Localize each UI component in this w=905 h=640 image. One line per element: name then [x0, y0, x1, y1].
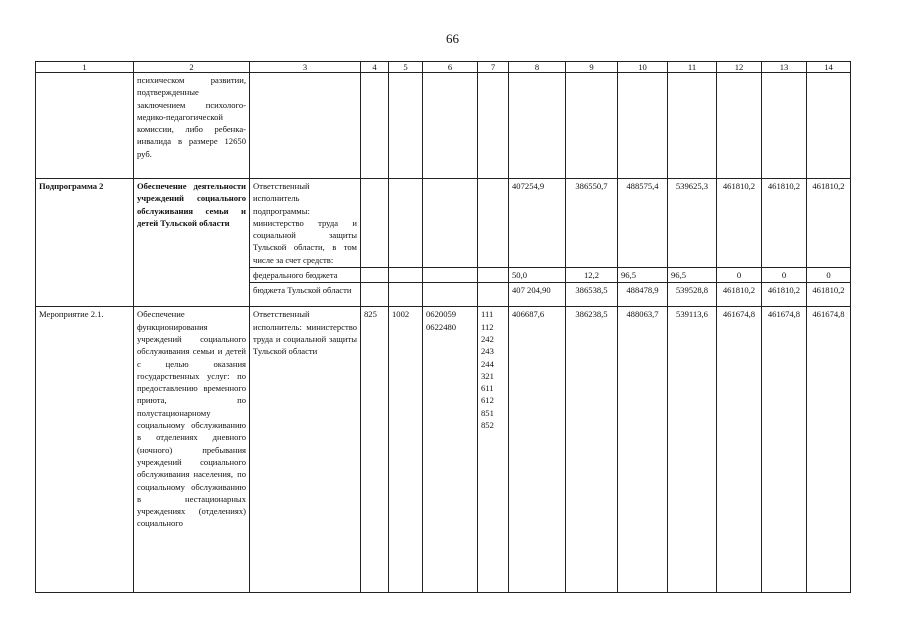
federal-label: федерального бюджета — [250, 268, 361, 283]
continuation-row — [36, 73, 851, 179]
value-cell: 12,2 — [566, 268, 618, 283]
value-cell: 407 204,90 — [509, 283, 566, 307]
table-cell — [618, 73, 668, 179]
table-cell — [423, 179, 478, 268]
value-cell: 0 — [717, 268, 762, 283]
measure-code: 1002 — [389, 307, 423, 593]
header-cell: 8 — [509, 62, 566, 73]
header-cell: 10 — [618, 62, 668, 73]
measure-label: Мероприятие 2.1. — [36, 307, 134, 593]
header-cell: 9 — [566, 62, 618, 73]
value-cell: 386238,5 — [566, 307, 618, 593]
value-cell: 0 — [762, 268, 807, 283]
measure-code: 825 — [361, 307, 389, 593]
code-item: 0620059 — [426, 309, 457, 320]
table-cell — [762, 73, 807, 179]
header-cell: 12 — [717, 62, 762, 73]
subprogram-row — [36, 179, 851, 268]
header-cell: 1 — [36, 62, 134, 73]
table-cell — [36, 73, 134, 179]
table-cell — [478, 73, 509, 179]
table-cell — [389, 73, 423, 179]
value-cell: 461810,2 — [717, 283, 762, 307]
value-cell: 461810,2 — [762, 179, 807, 268]
continuation-text: психическом развитии, подтвержденные заключением психолого-медико-педагогической комиссии, либо ребенка-инвалида в размере 12650 руб. — [134, 73, 250, 179]
table-cell — [389, 283, 423, 307]
value-cell: 461810,2 — [807, 179, 851, 268]
measure-code-list — [423, 307, 478, 593]
table-cell — [361, 179, 389, 268]
table-cell — [389, 268, 423, 283]
value-cell: 96,5 — [618, 268, 668, 283]
measure-row — [36, 307, 851, 593]
code-item: 852 — [481, 420, 494, 431]
code-item: 612 — [481, 395, 494, 406]
table-cell — [250, 73, 361, 179]
value-cell: 539113,6 — [668, 307, 717, 593]
value-cell: 386550,7 — [566, 179, 618, 268]
table-cell — [717, 73, 762, 179]
header-cell: 7 — [478, 62, 509, 73]
table-cell — [478, 283, 509, 307]
value-cell: 406687,6 — [509, 307, 566, 593]
code-item: 321 — [481, 370, 494, 381]
value-cell: 461674,8 — [807, 307, 851, 593]
code-item: 244 — [481, 358, 494, 369]
table-cell — [807, 73, 851, 179]
table-cell — [566, 73, 618, 179]
value-cell: 386538,5 — [566, 283, 618, 307]
subprogram-label: Подпрограмма 2 — [36, 179, 134, 307]
header-cell: 13 — [762, 62, 807, 73]
value-cell: 539528,8 — [668, 283, 717, 307]
code-item: 112 — [481, 321, 494, 332]
header-cell: 5 — [389, 62, 423, 73]
table-cell — [361, 73, 389, 179]
value-cell: 50,0 — [509, 268, 566, 283]
value-cell: 461810,2 — [762, 283, 807, 307]
value-cell: 488575,4 — [618, 179, 668, 268]
code-item: 611 — [481, 383, 494, 394]
table-cell — [361, 268, 389, 283]
subprogram-title: Обеспечение деятельности учреждений социального обслуживания семьи и детей Тульской области — [134, 179, 250, 307]
page-number: 66 — [446, 31, 459, 46]
table-cell — [423, 73, 478, 179]
value-cell: 96,5 — [668, 268, 717, 283]
regional-label: бюджета Тульской области — [250, 283, 361, 307]
code-item: 243 — [481, 346, 494, 357]
value-cell: 461810,2 — [717, 179, 762, 268]
code-item: 851 — [481, 407, 494, 418]
value-cell: 488478,9 — [618, 283, 668, 307]
value-cell: 407254,9 — [509, 179, 566, 268]
code-item: 0622480 — [426, 321, 457, 332]
value-cell: 539625,3 — [668, 179, 717, 268]
measure-code-list — [478, 307, 509, 593]
header-cell: 4 — [361, 62, 389, 73]
value-cell: 461674,8 — [762, 307, 807, 593]
header-cell: 6 — [423, 62, 478, 73]
table-cell — [478, 179, 509, 268]
header-cell: 14 — [807, 62, 851, 73]
value-cell: 0 — [807, 268, 851, 283]
value-cell: 488063,7 — [618, 307, 668, 593]
table-cell — [423, 268, 478, 283]
header-cell: 3 — [250, 62, 361, 73]
table-cell — [478, 268, 509, 283]
header-cell: 2 — [134, 62, 250, 73]
table-cell — [361, 283, 389, 307]
measure-title: Обеспечение функционирования учреждений социального обслуживания семьи и детей с целью оказания государственных услуг: по предоставлению временного приюта, по полустационарному социальному обслуживанию в отделениях дневного (ночного) пребывания учреждений социального обслуживания населения, по социальному обслуживанию в нестационарных учреждениях (отделениях) социального — [134, 307, 250, 593]
table-cell — [668, 73, 717, 179]
table-cell — [423, 283, 478, 307]
value-cell: 461674,8 — [717, 307, 762, 593]
code-item: 111 — [481, 309, 494, 320]
subprogram-executor: Ответственный исполнитель подпрограммы: министерство труда и социальной защиты Тульской области, в том числе за счет средств: — [250, 179, 361, 268]
header-cell: 11 — [668, 62, 717, 73]
header-row — [36, 62, 851, 73]
code-item: 242 — [481, 333, 494, 344]
budget-table — [35, 61, 851, 593]
table-cell — [509, 73, 566, 179]
table-cell — [389, 179, 423, 268]
value-cell: 461810,2 — [807, 283, 851, 307]
measure-executor: Ответственный исполнитель: министерство труда и социальной защиты Тульской области — [250, 307, 361, 593]
